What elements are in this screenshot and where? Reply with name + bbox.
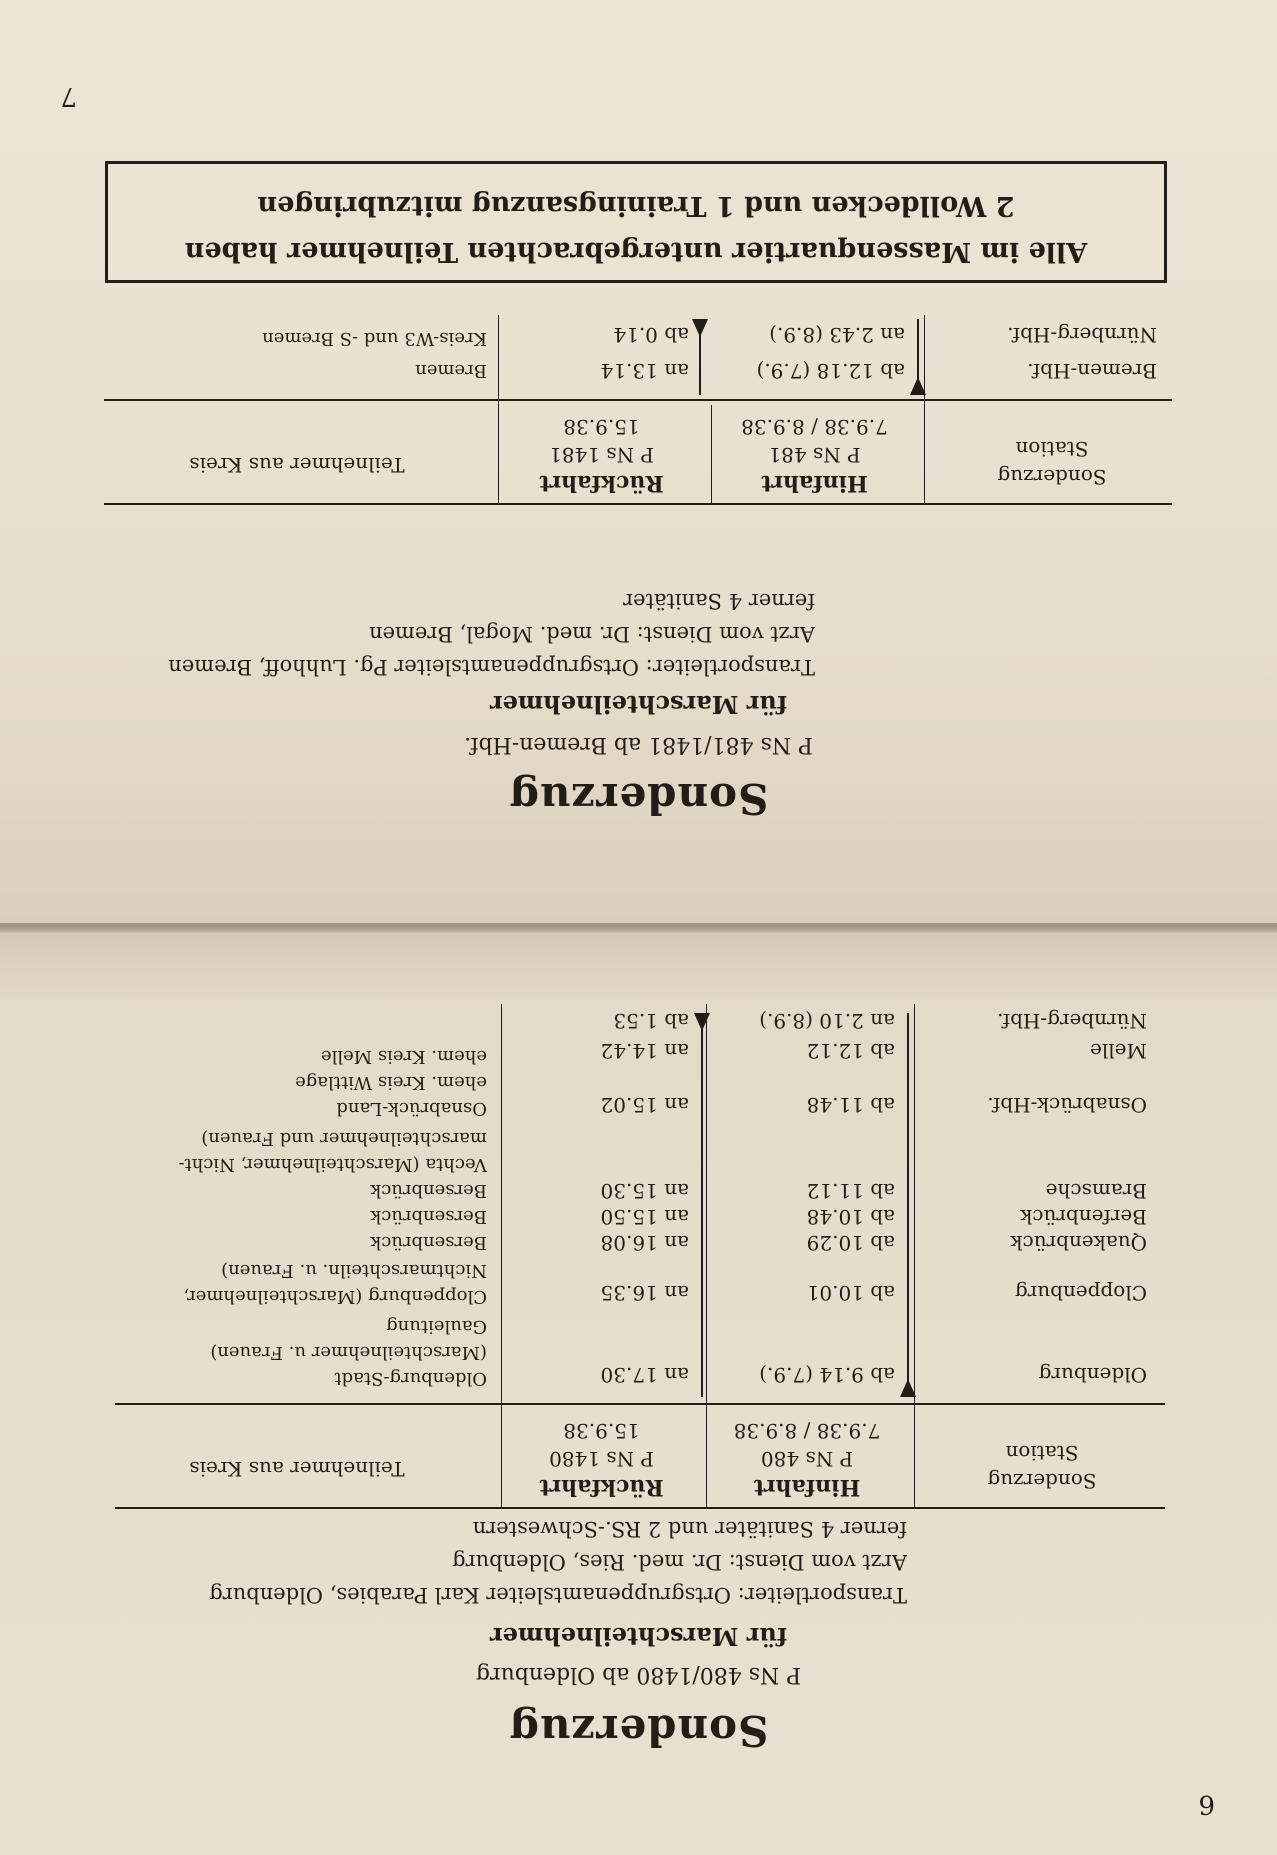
train-line: P Ns 480/1480 ab Oldenburg xyxy=(475,1662,802,1687)
station-cell: Cloppenburg xyxy=(1014,1281,1147,1305)
participants-header: Teilnehmer aus Kreis xyxy=(189,453,405,477)
staff-line: Transportleiter: Ortsgruppenamtsleiter Karl Parabies, Oldenburg xyxy=(209,1583,907,1607)
return-cell: an 16.08 xyxy=(600,1231,689,1255)
arrow-head xyxy=(694,1013,710,1031)
return-cell: ab 0.14 xyxy=(613,323,689,347)
notice-line: Alle im Massenquartier untergebrachten Teilnehmer haben xyxy=(184,236,1088,267)
staff-line: Arzt vom Dienst: Dr. med. Mogal, Bremen xyxy=(369,622,815,646)
table-rule xyxy=(115,1507,1165,1509)
return-cell: an 13.14 xyxy=(600,359,689,383)
column-divider xyxy=(924,315,925,505)
return-cell: an 16.35 xyxy=(600,1281,689,1305)
audience: für Marschteilnehmer xyxy=(489,690,788,719)
station-header: Sonderzug Station xyxy=(987,1441,1097,1493)
station-cell: Nürnberg-Hbf. xyxy=(1007,323,1157,347)
return-label: Rückfahrt xyxy=(539,470,664,496)
outbound-label: Hinfahrt xyxy=(761,470,868,496)
arrow-head xyxy=(910,377,926,395)
return-cell: an 15.02 xyxy=(600,1093,689,1117)
return-train: P Ns 1481 xyxy=(549,443,654,467)
outbound-header xyxy=(712,413,917,497)
page-title: Sonderzug xyxy=(508,774,769,823)
train-line: P Ns 481/1481 ab Bremen-Hbf. xyxy=(464,732,813,757)
participants-cell: Bersenbrück xyxy=(370,1232,487,1253)
station-cell: Melle xyxy=(1090,1039,1147,1063)
return-header xyxy=(504,1417,699,1501)
return-cell: an 15.50 xyxy=(600,1205,689,1229)
participants-cell: Bersenbrück Vechta (Marschteilnehmer, Nicht- marschteilnehmer und Frauen) xyxy=(178,1128,487,1201)
participants-cell: Kreis-W3 und -S Bremen xyxy=(262,328,487,349)
outbound-cell: ab 10.29 xyxy=(806,1231,895,1255)
outbound-train: P Ns 480 xyxy=(760,1447,854,1471)
station-cell: Oldenburg xyxy=(1038,1363,1147,1387)
participants-cell: Oldenburg-Stadt (Marschteilnehmer u. Frauen) Gauleitung xyxy=(210,1316,487,1389)
table-rule xyxy=(104,503,1172,505)
return-cell: an 14.42 xyxy=(600,1039,689,1063)
staff-line: ferner 4 Sanitäter xyxy=(623,589,815,613)
outbound-cell: ab 12.12 xyxy=(806,1039,895,1063)
staff-line: Transportleiter: Ortsgruppenamtsleiter Pg. Luhhoff, Bremen xyxy=(168,655,815,679)
return-arrow-line xyxy=(701,1013,703,1397)
staff-line: ferner 4 Sanitäter und 2 RS.-Schwestern xyxy=(472,1517,907,1541)
participants-cell: Bremen xyxy=(415,360,487,381)
page-number: 7 xyxy=(60,81,77,111)
table-rule xyxy=(115,1403,1165,1405)
notice-line: 2 Wolldecken und 1 Trainingsanzug mitzubringen xyxy=(257,190,1015,221)
page-7 xyxy=(0,0,1277,923)
participants-header: Teilnehmer aus Kreis xyxy=(189,1457,405,1481)
audience: für Marschteilnehmer xyxy=(489,1622,788,1651)
outbound-cell: ab 11.12 xyxy=(806,1179,895,1203)
station-header: Sonderzug Station xyxy=(997,437,1107,489)
return-train: P Ns 1480 xyxy=(549,1447,654,1471)
outbound-cell: an 2.10 (8.9.) xyxy=(759,1009,895,1033)
staff-list xyxy=(209,1512,907,1611)
station-cell: Nürnberg-Hbf. xyxy=(997,1009,1147,1033)
column-divider xyxy=(914,1004,915,1509)
outbound-dates: 7.9.38 / 8.9.38 xyxy=(741,415,888,439)
outbound-header xyxy=(707,1417,907,1501)
outbound-cell: ab 10.48 xyxy=(806,1205,895,1229)
station-cell: Berfenbrück xyxy=(1020,1205,1147,1229)
return-date: 15.9.38 xyxy=(563,1419,640,1443)
outbound-arrow-line xyxy=(907,1013,909,1397)
staff-list xyxy=(168,584,815,683)
return-cell: an 17.30 xyxy=(600,1363,689,1387)
outbound-cell: ab 12.18 (7.9.) xyxy=(756,359,905,383)
page-title: Sonderzug xyxy=(508,1706,769,1755)
participants-cell: Cloppenburg (Marschteilnehmer, Nichtmarschteiln. u. Frauen) xyxy=(183,1260,487,1307)
notice-box xyxy=(105,161,1167,283)
participants-cell: ehem. Kreis Melle xyxy=(320,1046,487,1067)
outbound-train: P Ns 481 xyxy=(768,443,861,467)
page-6 xyxy=(0,930,1277,1855)
table-rule xyxy=(104,399,1172,401)
outbound-dates: 7.9.38 / 8.9.38 xyxy=(733,1419,881,1443)
return-cell: an 15.30 xyxy=(600,1179,689,1203)
arrow-head xyxy=(692,319,708,337)
return-header xyxy=(499,413,704,497)
outbound-cell: ab 11.48 xyxy=(806,1093,895,1117)
station-cell: Bremen-Hbf. xyxy=(1027,359,1157,383)
outbound-cell: ab 9.14 (7.9.) xyxy=(759,1363,895,1387)
outbound-label: Hinfahrt xyxy=(753,1474,861,1500)
station-cell: Bramsche xyxy=(1045,1179,1147,1203)
return-date: 15.9.38 xyxy=(563,415,640,439)
participants-cell: Bersenbrück xyxy=(370,1206,487,1227)
return-cell: ab 1.53 xyxy=(613,1009,689,1033)
return-label: Rückfahrt xyxy=(539,1474,664,1500)
page-number: 6 xyxy=(1198,1789,1215,1819)
column-divider xyxy=(501,1004,502,1509)
arrow-head xyxy=(900,1379,916,1397)
participants-cell: Osnabrück-Land ehem. Kreis Wittlage xyxy=(295,1072,487,1119)
outbound-cell: an 2.43 (8.9.) xyxy=(769,323,905,347)
staff-line: Arzt vom Dienst: Dr. med. Ries, Oldenburg xyxy=(452,1550,907,1574)
station-cell: Osnabrück-Hbf. xyxy=(987,1093,1147,1117)
station-cell: Quakenbrück xyxy=(1010,1231,1147,1255)
outbound-cell: ab 10.01 xyxy=(806,1281,895,1305)
